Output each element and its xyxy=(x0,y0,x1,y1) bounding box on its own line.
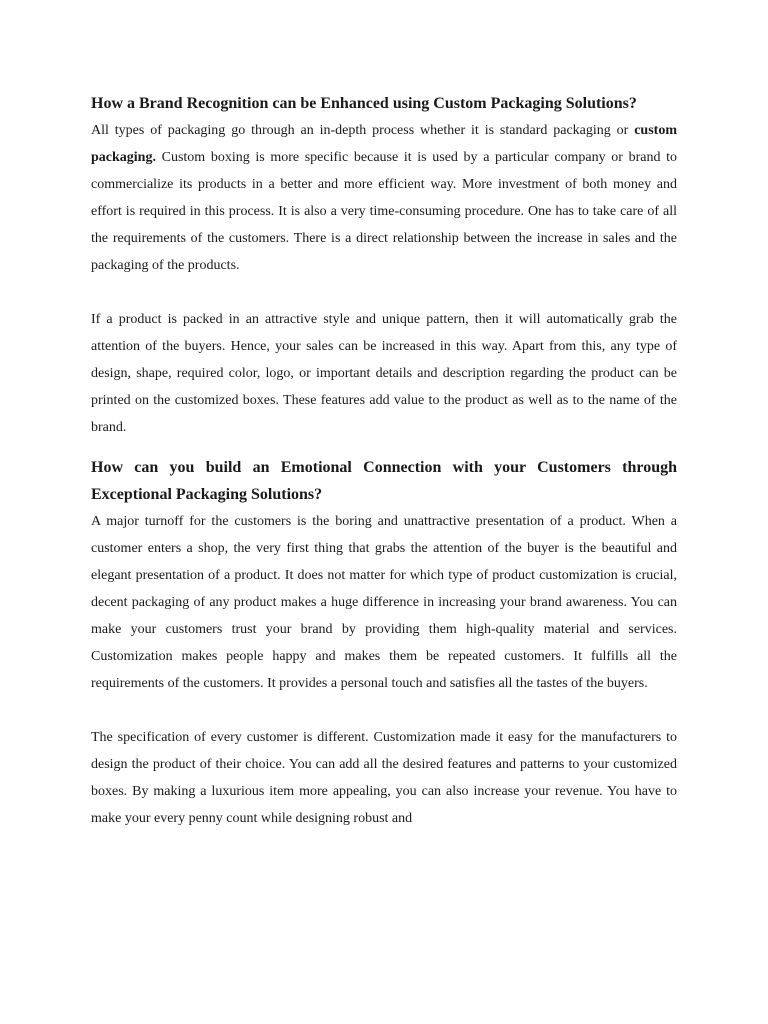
section-heading-emotional-connection: How can you build an Emotional Connection with your Customers through Exceptional Packaging Solutions? xyxy=(91,459,677,503)
paragraph-attractive-style: If a product is packed in an attractive style and unique pattern, then it will automatically grab the attention of the buyers. Hence, your sales can be increased in this way. Apart from this, any type of design, shape, required color, logo, or important details and description regarding the product can be printed on the customized boxes. These features add value to the product as well as to the name of the brand. xyxy=(91,312,677,435)
document-page xyxy=(91,90,677,832)
paragraph-text: All types of packaging go through an in-depth process whether it is standard packaging or xyxy=(91,123,635,138)
paragraph-specification: The specification of every customer is different. Customization made it easy for the manufacturers to design the product of their choice. You can add all the desired features and patterns to your customized boxes. By making a luxurious item more appealing, you can also increase your revenue. You have to make your every penny count while designing robust and xyxy=(91,730,677,826)
paragraph-packaging-process xyxy=(91,117,677,279)
paragraph-major-turnoff: A major turnoff for the customers is the boring and unattractive presentation of a product. When a customer enters a shop, the very first thing that grabs the attention of the buyer is the beautiful and elegant presentation of a product. It does not matter for which type of product customization is crucial, decent packaging of any product makes a huge difference in increasing your brand awareness. You can make your customers trust your brand by providing them high-quality material and services. Customization makes people happy and makes them be repeated customers. It fulfills all the requirements of the customers. It provides a personal touch and satisfies all the tastes of the buyers. xyxy=(91,514,677,691)
paragraph-spacer xyxy=(91,697,677,724)
paragraph-spacer xyxy=(91,279,677,306)
custom-packaging-bold-text: custom packaging. xyxy=(91,123,677,165)
section-heading-brand-recognition: How a Brand Recognition can be Enhanced using Custom Packaging Solutions? xyxy=(91,95,637,112)
section-spacer xyxy=(91,441,677,454)
paragraph-text: Custom boxing is more specific because it is used by a particular company or brand to commercialize its products in a better and more efficient way. More investment of both money and effort is required in this process. It is also a very time-consuming procedure. One has to take care of all the requirements of the customers. There is a direct relationship between the increase in sales and the packaging of the products. xyxy=(91,150,677,273)
